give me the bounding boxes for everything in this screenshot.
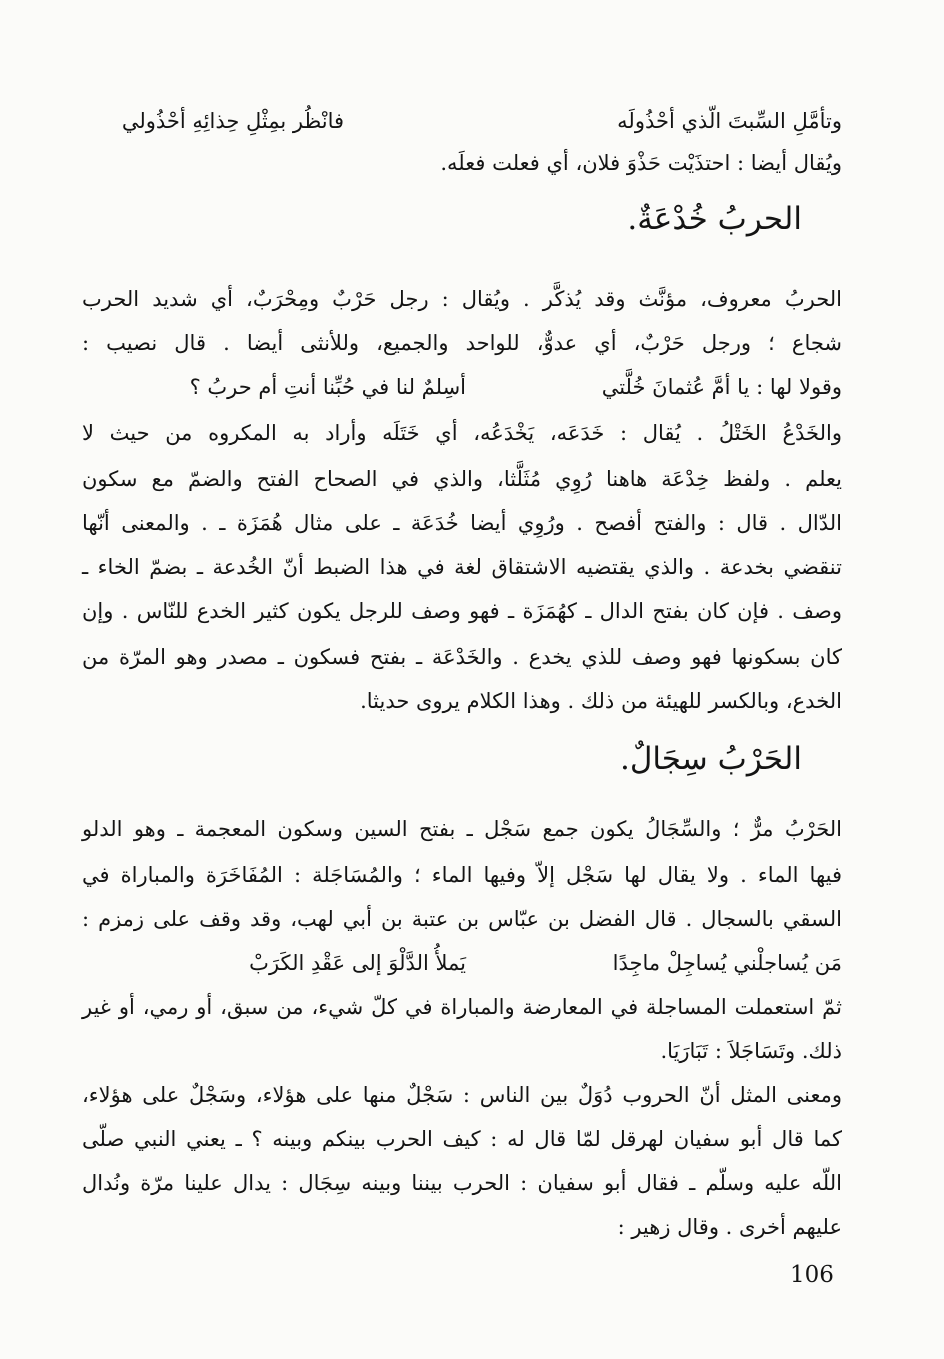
section-title: الحَرْبُ سِجَالٌ. bbox=[619, 741, 802, 777]
paragraph-line: كما قال أبو سفيان لهرقل لمّا قال له : كيف الحرب بينكم وبينه ؟ ـ يعني النبي صلّى bbox=[82, 1127, 842, 1151]
paragraph-line: عليهم أخرى . وقال زهير : bbox=[617, 1215, 842, 1239]
page-number: 106 bbox=[790, 1262, 834, 1288]
paragraph-line: الحربُ معروف، مؤنَّث وقد يُذكَّر . ويُقال : رجل حَرْبٌ ومِحْرَبٌ، أي شديد الحرب bbox=[82, 287, 842, 311]
paragraph-line: السقي بالسجال . قال الفضل بن عبّاس بن عتبة بن أبي لهب، وقد وقف على زمزم : bbox=[82, 907, 842, 931]
verse-hemistich-right: وتأمَّلِ السِّبتَ الّذي أحْذُولَه bbox=[617, 109, 842, 133]
paragraph-line: ذلك. وتَسَاجَلاَ : تَبَارَيَا. bbox=[660, 1039, 842, 1063]
paragraph-line: ومعنى المثل أنّ الحروب دُوَلٌ بين الناس : سَجْلٌ منها على هؤلاء، وسَجْلٌ على هؤلاء، bbox=[82, 1083, 842, 1107]
paragraph-line: وصف . فإن كان بفتح الدال ـ كهُمَزَة ـ فهو وصف للرجل يكون كثير الخدع للنّاس . وإن bbox=[82, 599, 842, 623]
paragraph-line: فيها الماء . ولا يقال لها سَجْل إلاّ وفيها الماء ؛ والمُسَاجَلة : المُفَاخَرَة والمباراة في bbox=[82, 863, 842, 887]
paragraph-line: الخدع، وبالكسر للهيئة من ذلك . وهذا الكلام يروى حديثا. bbox=[360, 689, 842, 713]
paragraph-line: يعلم . ولفظ خِدْعَة هاهنا رُوِي مُثَلَّثا، والذي في الصحاح الفتح والضمّ مع سكون bbox=[82, 467, 842, 491]
paragraph-line: تنقضي بخدعة . والذي يقتضيه الاشتقاق لغة في هذا الضبط أنّ الخُدعة ـ بضمّ الخاء ـ bbox=[82, 555, 842, 579]
paragraph-line: الدّال . قال : والفتح أفصح . ورُوِي أيضا خُدَعَة ـ على مثال هُمَزَة ـ . والمعنى أنّها bbox=[82, 511, 842, 535]
paragraph-line: الحَرْبُ مرٌّ ؛ والسِّجَالُ يكون جمع سَجْل ـ بفتح السين وسكون المعجمة ـ وهو الدلو bbox=[82, 817, 842, 841]
paragraph-line: اللّه عليه وسلّم ـ فقال أبو سفيان : الحرب بيننا وبينه سِجَال : يدال علينا مرّة ونُدال bbox=[82, 1171, 842, 1195]
verse-hemistich-right: مَن يُساجلْني يُساجِلْ ماجِدًا bbox=[612, 951, 842, 975]
verse-hemistich-left: أسِلمٌ لنا في حُبِّنا أنتِ أم حربُ ؟ bbox=[189, 375, 466, 399]
paragraph-line: والخَدْعُ الخَتْلُ . يُقال : خَدَعَه، يَخْدَعُه، أي خَتَلَه وأراد به المكروه من حيث لا bbox=[82, 421, 842, 445]
paragraph-line: شجاع ؛ ورجل حَرْبٌ، أي عدوٌّ، للواحد والجميع، وللأنثى أيضا . قال نصيب : bbox=[82, 331, 842, 355]
verse-hemistich-left: فانْظُر بمِثْلِ حِذائِهِ أحْذُولي bbox=[121, 109, 344, 133]
section-title: الحربُ خُدْعَةٌ. bbox=[627, 201, 802, 237]
paragraph-line: كان بسكونها فهو وصف للذي يخدع . والخَدْعَة ـ بفتح فسكون ـ مصدر وهو المرّة من bbox=[82, 645, 842, 669]
verse-hemistich-right: وقولا لها : يا أمَّ عُثمانَ خُلَّتي bbox=[601, 375, 842, 399]
verse-hemistich-left: يَملأُ الدَّلْوَ إلى عَقْدِ الكَرَبْ bbox=[249, 951, 466, 975]
paragraph-line: ويُقال أيضا : احتذَيْت حَذْوَ فلان، أي فعلت فعلَه. bbox=[440, 151, 842, 175]
paragraph-line: ثمّ استعملت المساجلة في المعارضة والمباراة في كلّ شيء، من سبق، أو رمي، أو غير bbox=[82, 995, 842, 1019]
